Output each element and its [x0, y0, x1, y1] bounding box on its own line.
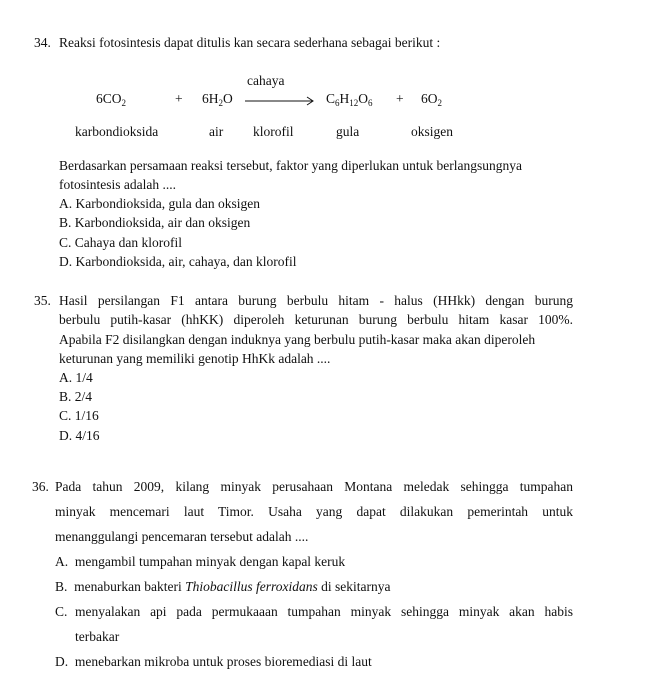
label-klorofil: klorofil [253, 124, 294, 139]
label-gula: gula [336, 124, 360, 139]
reaction-arrow-icon [245, 96, 315, 106]
label-air: air [209, 124, 224, 139]
bacteria-name: Thiobacillus ferroxidans [185, 579, 318, 594]
reactant-h2o: $6H_2O$ [202, 91, 233, 108]
question-35-line2: berbulu putih-kasar (hhKK) diperoleh keturunan burung berbulu hitam kasar 100%. [59, 312, 573, 327]
question-35-line4: keturunan yang memiliki genotip HhKk adalah .... [59, 351, 331, 366]
product-glucose: $C_6H_{12}O_6$ [326, 91, 373, 108]
question-36-number: 36. [32, 479, 49, 494]
option-c: C. Cahaya dan klorofil [59, 235, 182, 250]
question-34-text-line2: fotosintesis adalah .... [59, 177, 176, 192]
question-35-number: 35. [34, 293, 51, 308]
question-34-text-line1: Berdasarkan persamaan reaksi tersebut, faktor yang diperlukan untuk berlangsungnya [59, 158, 522, 173]
option-c-line2: terbakar [75, 629, 120, 644]
option-b: B. menaburkan bakteri Thiobacillus ferroxidans di sekitarnya [55, 579, 391, 594]
option-c: C. 1/16 [59, 408, 99, 423]
question-36-line1: Pada tahun 2009, kilang minyak perusahaan Montana meledak sehingga tumpahan [55, 479, 573, 494]
option-d: D. Karbondioksida, air, cahaya, dan klorofil [59, 254, 297, 269]
option-a: A. 1/4 [59, 370, 93, 385]
question-34-stem: Reaksi fotosintesis dapat ditulis kan secara sederhana sebagai berikut : [59, 35, 441, 50]
option-a: A. Karbondioksida, gula dan oksigen [59, 196, 260, 211]
option-b: B. Karbondioksida, air dan oksigen [59, 215, 251, 230]
product-o2: $6O_2$ [421, 91, 442, 108]
option-c-letter: C. [55, 604, 68, 619]
label-karbondioksida: karbondioksida [75, 124, 159, 139]
option-c-line1: menyalakan api pada permukaaan tumpahan minyak sehingga minyak akan habis [75, 604, 573, 619]
question-34-number: 34. [34, 35, 51, 50]
reactant-co2: $6CO_2$ [96, 91, 127, 108]
option-d: D. 4/16 [59, 428, 100, 443]
question-36-line3: menanggulangi pencemaran tersebut adalah .... [55, 529, 309, 544]
option-d: D. menebarkan mikroba untuk proses bioremediasi di laut [55, 654, 372, 669]
question-35-line1: Hasil persilangan F1 antara burung berbulu hitam - halus (HHkk) dengan burung [59, 293, 573, 308]
plus-sign: + [175, 91, 183, 106]
arrow-label-cahaya: cahaya [247, 73, 285, 88]
plus-sign: + [396, 91, 404, 106]
label-oksigen: oksigen [411, 124, 453, 139]
question-35-line3: Apabila F2 disilangkan dengan induknya yang berbulu putih-kasar maka akan diperoleh [59, 332, 536, 347]
question-36-line2: minyak mencemari laut Timor. Usaha yang dapat dilakukan pemerintah untuk [55, 504, 573, 519]
option-b: B. 2/4 [59, 389, 93, 404]
option-a: A. mengambil tumpahan minyak dengan kapal keruk [55, 554, 346, 569]
